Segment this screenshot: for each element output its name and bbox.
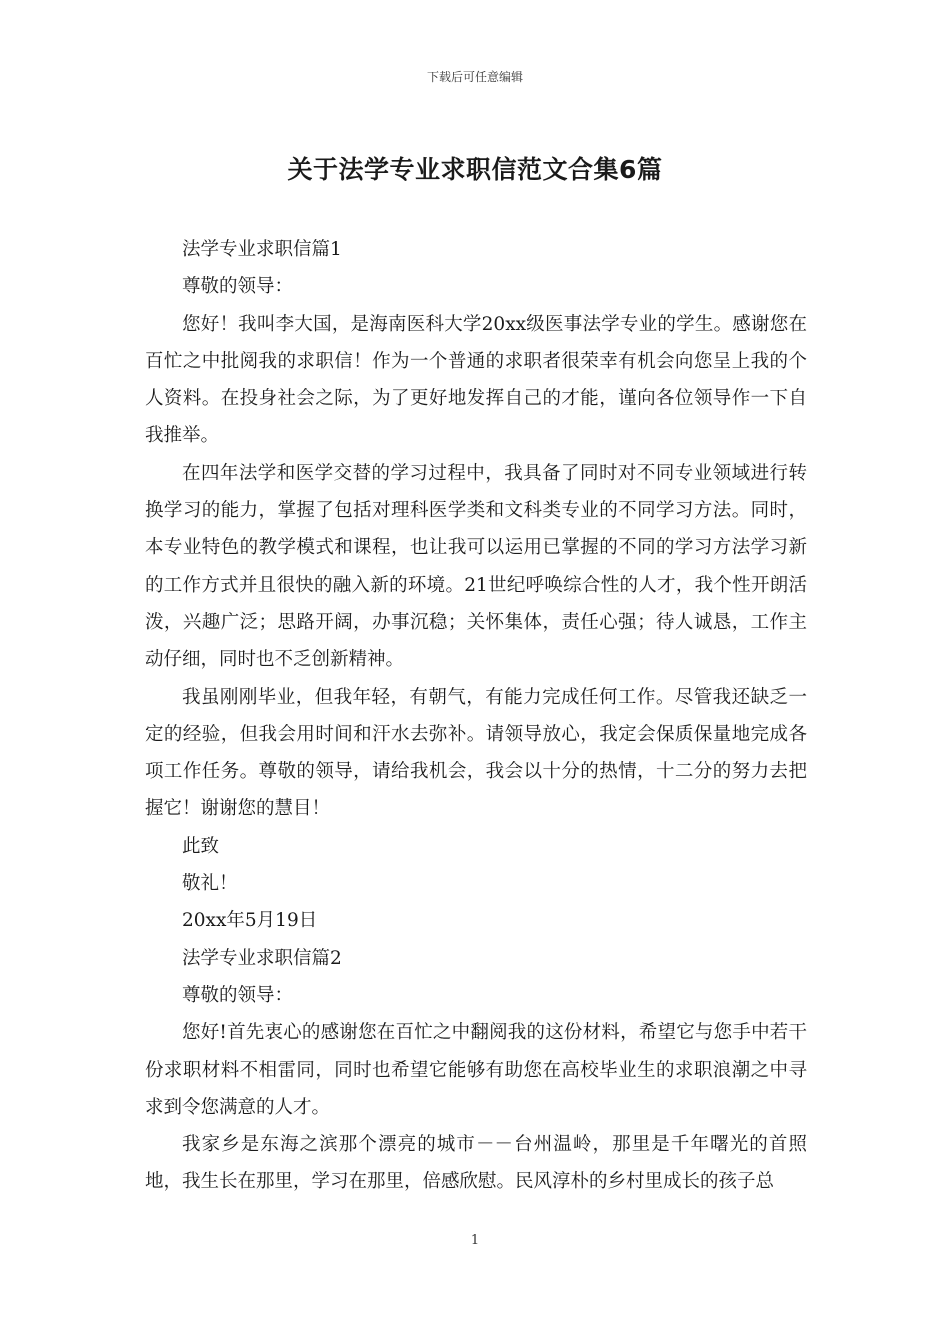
body-paragraph: 在四年法学和医学交替的学习过程中，我具备了同时对不同专业领域进行转换学习的能力，掌握了包括对理科医学类和文科类专业的不同学习方法。同时，本专业特色的教学模式和课程，也让我可以运用已掌握的不同的学习方法学习新的工作方式并且很快的融入新的环境。21世纪呼唤综合性的人才，我个性开朗活泼，兴趣广泛；思路开阔，办事沉稳；关怀集体，责任心强；待人诚恳，工作主动仔细，同时也不乏创新精神。	[145, 462, 807, 671]
document-body	[145, 231, 807, 1201]
body-paragraph: 您好!首先衷心的感谢您在百忙之中翻阅我的这份材料，希望它与您手中若干份求职材料不相雷同，同时也希望它能够有助您在高校毕业生的求职浪潮之中寻求到令您满意的人才。	[145, 1022, 807, 1118]
closing-line: 敬礼！	[182, 873, 238, 895]
body-paragraph: 我虽刚刚毕业，但我年轻，有朝气，有能力完成任何工作。尽管我还缺乏一定的经验，但我会用时间和汗水去弥补。请领导放心，我定会保质保量地完成各项工作任务。尊敬的领导，请给我机会，我会以十分的热情，十二分的努力去把握它！谢谢您的慧目！	[145, 686, 807, 820]
closing-line: 此致	[182, 835, 220, 857]
body-paragraph: 您好！我叫李大国，是海南医科大学20xx级医事法学专业的学生。感谢您在百忙之中批阅我的求职信！作为一个普通的求职者很荣幸有机会向您呈上我的个人资料。在投身社会之际，为了更好地发挥自己的才能，谨向各位领导作一下自我推举。	[145, 313, 807, 447]
header-note: 下载后可任意编辑	[426, 70, 523, 84]
section-heading-1: 法学专业求职信篇1	[182, 239, 342, 260]
letter-date: 20xx年5月19日	[182, 910, 318, 932]
page-number: 1	[470, 1233, 480, 1248]
body-paragraph: 我家乡是东海之滨那个漂亮的城市－－台州温岭，那里是千年曙光的首照地，我生长在那里，学习在那里，倍感欣慰。民风淳朴的乡村里成长的孩子总	[145, 1134, 807, 1193]
salutation: 尊敬的领导：	[182, 276, 294, 298]
section-heading-2: 法学专业求职信篇2	[182, 947, 342, 969]
document-title: 关于法学专业求职信范文合集6篇	[287, 155, 663, 184]
salutation: 尊敬的领导：	[182, 984, 294, 1006]
